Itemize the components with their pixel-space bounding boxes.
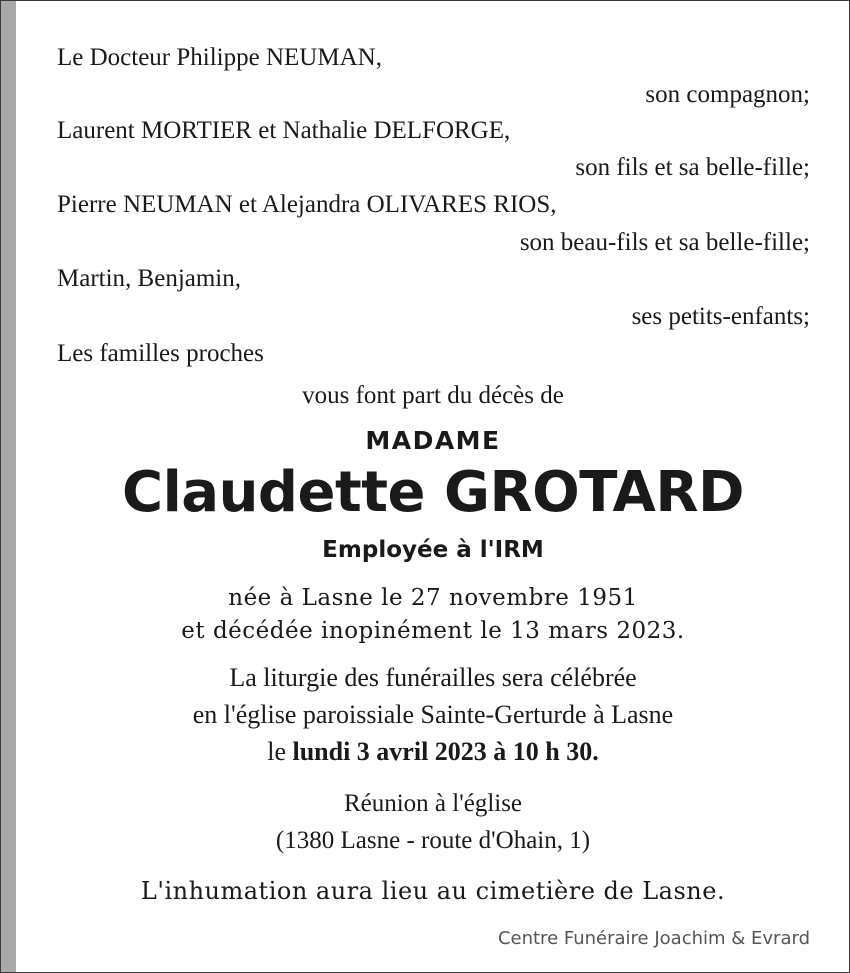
funeral-home-credit: Centre Funéraire Joachim & Evrard [497,928,810,949]
family-relation-line: son fils et sa belle-fille; [575,154,810,181]
family-relation-line: son beau-fils et sa belle-fille; [519,229,810,256]
funeral-datetime [16,737,850,767]
family-relation-line: son compagnon; [645,81,810,108]
announcement-line: vous font part du décès de [302,382,564,409]
gathering-line: Réunion à l'église [343,790,523,817]
family-relation-line: ses petits-enfants; [631,303,810,330]
honorific: MADAME [365,426,501,455]
family-member-line: Pierre NEUMAN et Alejandra OLIVARES RIOS, [57,191,557,218]
burial-line: L'inhumation aura lieu au cimetière de Lasne. [140,877,726,905]
funeral-datetime-bold: lundi 3 avril 2023 à 10 h 30. [292,737,599,766]
family-member-line: Le Docteur Philippe NEUMAN, [57,44,382,71]
funeral-location: en l'église paroissiale Sainte-Gerturde à Lasne [192,700,674,729]
deceased-name: Claudette GROTARD [121,460,745,525]
funeral-datetime-prefix: le [267,737,293,766]
family-member-line: Laurent MORTIER et Nathalie DELFORGE, [57,117,511,144]
family-member-line: Martin, Benjamin, [57,265,241,292]
gathering-address: (1380 Lasne - route d'Ohain, 1) [275,827,591,854]
death-line: et décédée inopinément le 13 mars 2023. [181,618,685,644]
family-member-line: Les familles proches [57,340,264,367]
deceased-occupation: Employée à l'IRM [322,537,544,563]
funeral-line: La liturgie des funérailles sera célébrée [229,663,637,692]
birth-line: née à Lasne le 27 novembre 1951 [228,585,638,611]
